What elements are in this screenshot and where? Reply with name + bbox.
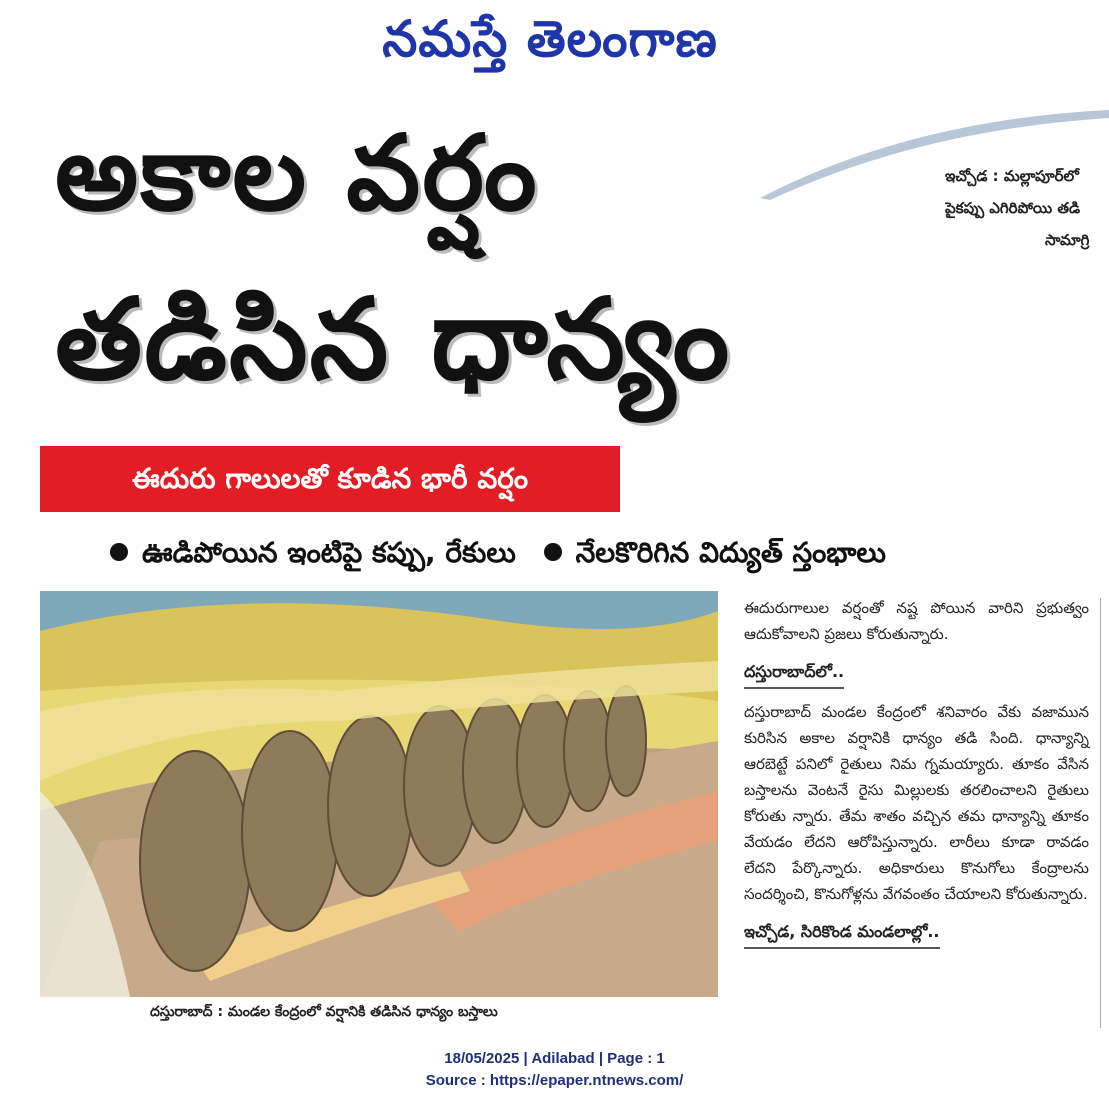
article-paragraph-1: ఈదురుగాలుల వర్షంతో నష్ట పోయిన వారిని ప్రభుత్వం ఆదుకోవాలని ప్రజలు కోరుతున్నారు. [744, 599, 1089, 643]
headline-line-1: అకాల వర్షం [55, 112, 539, 234]
side-note [945, 160, 1109, 256]
article-subhead-1: దస్తురాబాద్‌లో.. [744, 659, 844, 689]
subheadline-banner: ఈదురు గాలులతో కూడిన భారీ వర్షం [40, 446, 620, 512]
side-note-line-2: పైకప్పు ఎగిరిపోయి తడి [945, 199, 1081, 217]
bullet-item-1: ఊడిపోయిన ఇంటిపై కప్పు, రేకులు [142, 536, 516, 569]
bullet-icon [110, 543, 128, 561]
masthead-logo: నమస్తే తెలంగాణ [382, 9, 718, 68]
footer-source-line: Source : https://epaper.ntnews.com/ [425, 1072, 684, 1089]
adjacent-column-edge [1100, 598, 1109, 1028]
side-note-line-1: ఇచ్చోడ : మల్లాపూర్‌లో [945, 167, 1079, 185]
page-footer [0, 1048, 1109, 1092]
bullet-points [110, 528, 1100, 578]
bullet-item-2: నేలకొరిగిన విద్యుత్‌ స్తంభాలు [575, 536, 886, 569]
photo-caption: దస్తురాబాద్‌ : మండల కేంద్రంలో వర్షానికి తడిసిన ధాన్యం బస్తాలు [150, 1004, 498, 1020]
footer-date-line: 18/05/2025 | Adilabad | Page : 1 [444, 1050, 665, 1067]
grain-bags-illustration [40, 591, 718, 997]
news-photo [40, 591, 718, 997]
article-subhead-2: ఇచ్చోడ, సిరికొండ మండలాల్లో.. [744, 919, 940, 949]
article-paragraph-2: దస్తురాబాద్‌ మండల కేంద్రంలో శనివారం వేకు వజామున కురిసిన అకాల వర్షానికి ధాన్యం తడి సింది. ధాన్యాన్ని ఆరబెట్టే పనిలో రైతులు నిమ గ్నమయ్యారు. తూకం వేసిన బస్తాలను వెంటనే రైసు మిల్లులకు తరలించాలని రైతులు కోరుతు న్నారు. తేమ శాతం వచ్చిన తమ ధాన్యాన్ని తూకం వేయడం లేదని ఆరోపిస్తున్నారు. లారీలు కూడా రావడం లేదని పేర్కొన్నారు. అధికారులు కొనుగోలు కేంద్రాలను సందర్శించి, కొనుగోళ్లను వేగవంతం చేయాలని కోరుతున్నారు. [744, 703, 1089, 903]
headline-line-2: తడిసిన ధాన్యం [55, 275, 732, 405]
bullet-icon [544, 543, 562, 561]
article-column [744, 595, 1089, 959]
side-note-line-3: సామాగ్రి [1045, 231, 1090, 249]
